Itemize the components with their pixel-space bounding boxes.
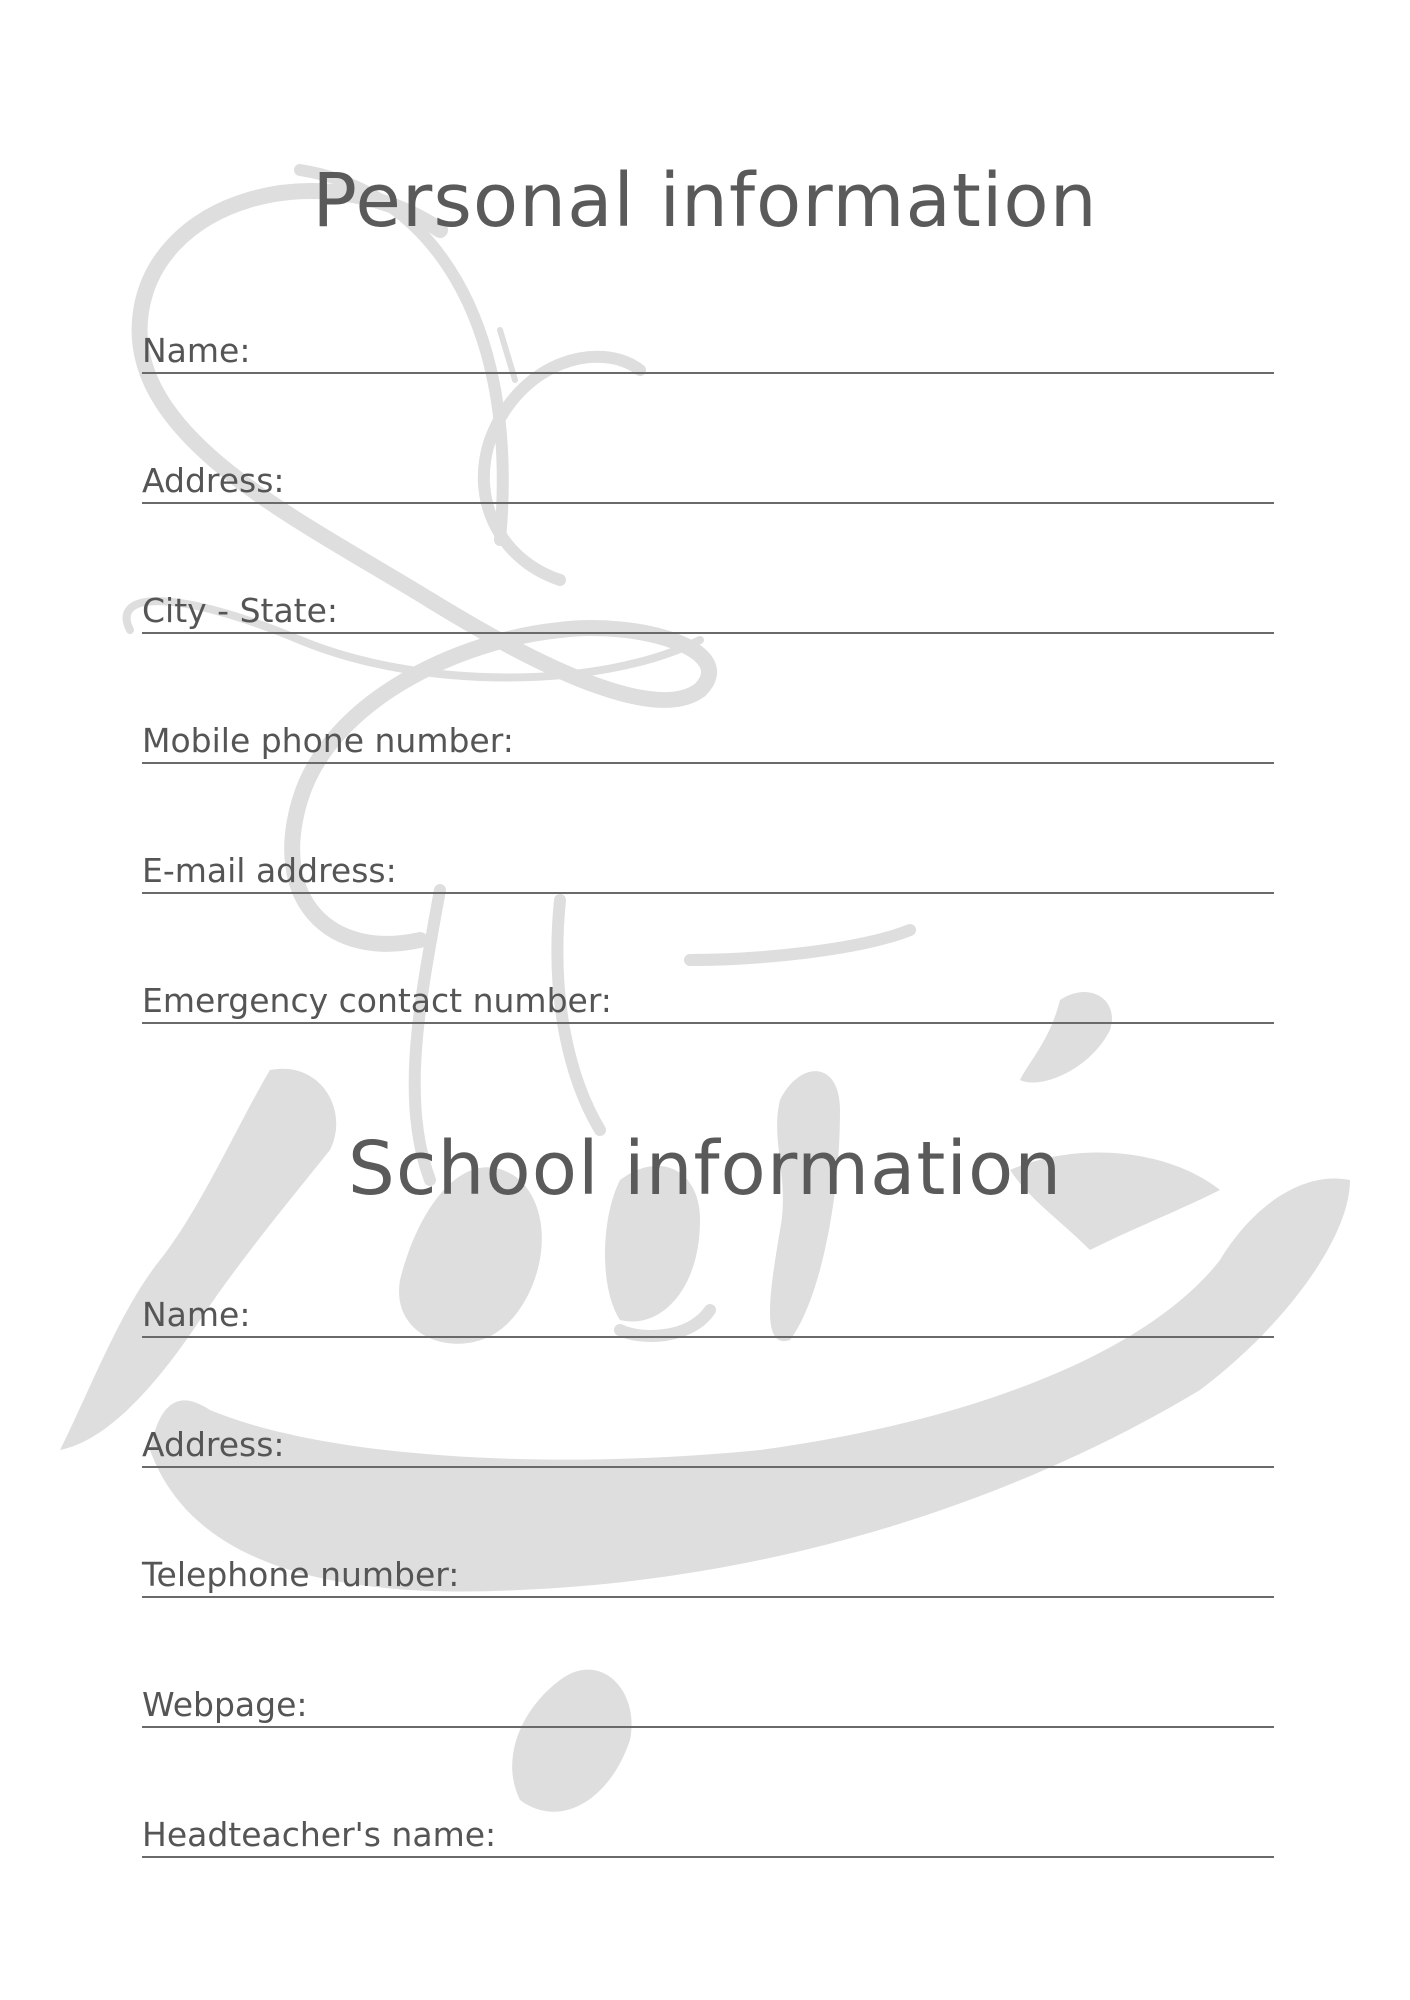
field-label: Emergency contact number: (142, 981, 612, 1020)
field-label: City - State: (142, 591, 339, 630)
school-address-field[interactable] (142, 1426, 1274, 1468)
telephone-number-field[interactable] (142, 1556, 1274, 1598)
field-label: Address: (142, 461, 285, 500)
mobile-phone-field[interactable] (142, 722, 1274, 764)
field-label: Headteacher's name: (142, 1815, 497, 1854)
field-label: Webpage: (142, 1685, 308, 1724)
personal-address-field[interactable] (142, 462, 1274, 504)
city-state-field[interactable] (142, 592, 1274, 634)
emergency-contact-field[interactable] (142, 982, 1274, 1024)
personal-information-heading: Personal information (312, 158, 1098, 244)
email-address-field[interactable] (142, 852, 1274, 894)
school-information-heading: School information (347, 1126, 1063, 1212)
field-label: Address: (142, 1425, 285, 1464)
school-name-field[interactable] (142, 1296, 1274, 1338)
field-label: Name: (142, 331, 251, 370)
personal-name-field[interactable] (142, 332, 1274, 374)
field-label: Telephone number: (142, 1555, 460, 1594)
field-label: E-mail address: (142, 851, 397, 890)
webpage-field[interactable] (142, 1686, 1274, 1728)
headteacher-name-field[interactable] (142, 1816, 1274, 1858)
field-label: Name: (142, 1295, 251, 1334)
field-label: Mobile phone number: (142, 721, 514, 760)
